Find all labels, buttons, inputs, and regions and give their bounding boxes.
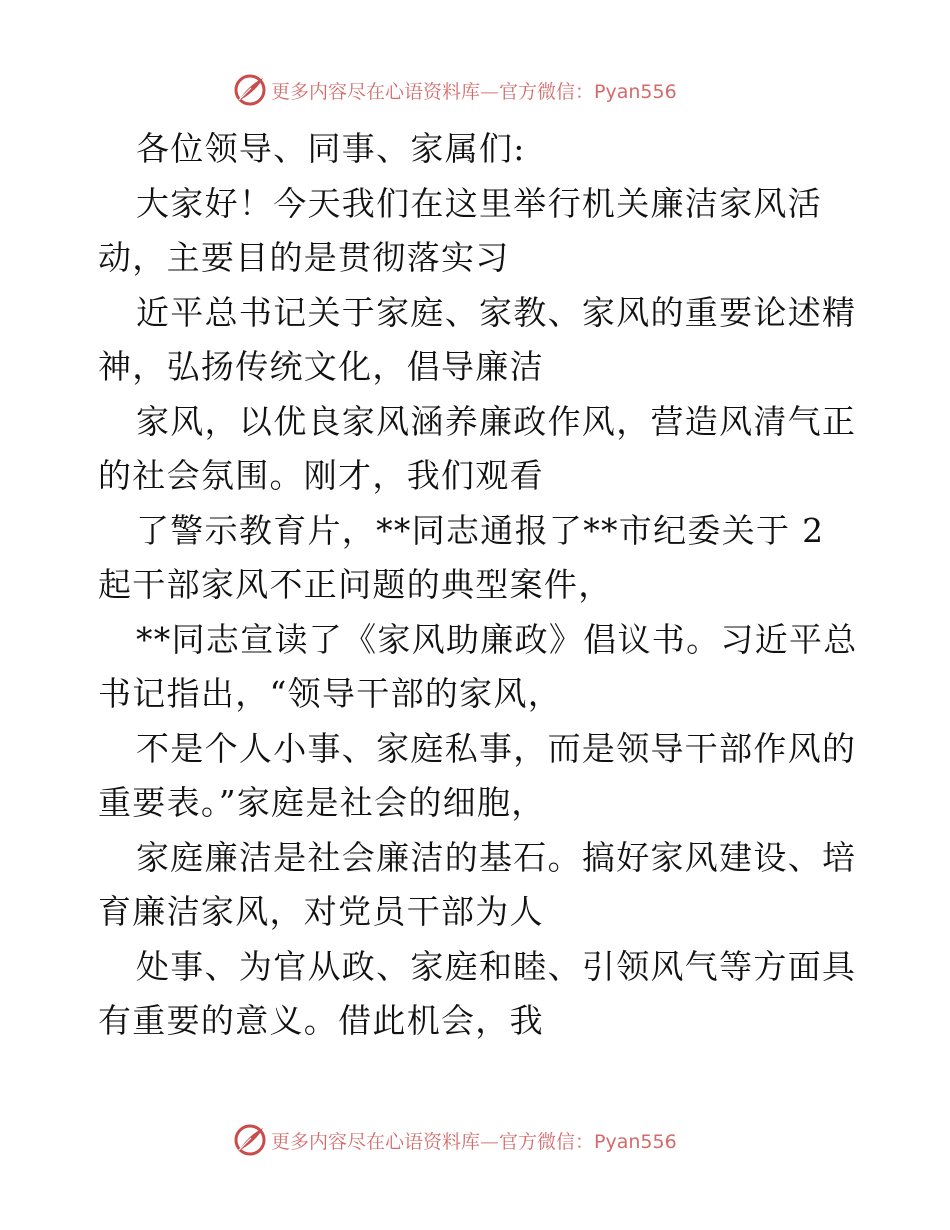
text-line: 动，主要目的是贯彻落实习	[98, 238, 510, 277]
text-line: 家庭廉洁是社会廉洁的基石。搞好家风建设、培	[136, 837, 857, 877]
watermark-text: 更多内容尽在心语资料库—官方微信：Pyan556	[271, 80, 677, 103]
text-line: 了警示教育片，**同志通报了**市纪委关于 2	[136, 510, 825, 550]
text-line: 的社会氛围。刚才，我们观看	[98, 456, 544, 495]
feather-pen-circle-icon	[233, 73, 267, 107]
footer-watermark	[233, 1122, 677, 1158]
text-line: 处事、为官从政、家庭和睦、引领风气等方面具	[136, 946, 857, 986]
text-line: 重要表。”家庭是社会的细胞，	[98, 783, 546, 822]
text-line: 家风，以优良家风涵养廉政作风，营造风清气正	[136, 401, 857, 441]
body-text	[98, 122, 858, 1049]
text-line: **同志宣读了《家风助廉政》倡议书。习近平总	[136, 619, 858, 659]
header-watermark	[233, 72, 677, 108]
text-line: 不是个人小事、家庭私事，而是领导干部作风的	[136, 728, 857, 768]
text-line: 各位领导、同事、家属们:	[136, 129, 526, 168]
text-line: 近平总书记关于家庭、家教、家风的重要论述精	[136, 292, 857, 332]
text-line: 大家好！今天我们在这里举行机关廉洁家风活	[136, 183, 822, 223]
text-line: 书记指出，“领导干部的家风，	[98, 674, 563, 713]
watermark-text: 更多内容尽在心语资料库—官方微信：Pyan556	[271, 1130, 677, 1153]
feather-pen-circle-icon	[233, 1123, 267, 1157]
text-line: 有重要的意义。借此机会，我	[98, 1001, 544, 1040]
text-line: 神，弘扬传统文化，倡导廉洁	[98, 347, 544, 386]
text-line: 育廉洁家风，对党员干部为人	[98, 892, 544, 931]
text-line: 起干部家风不正问题的典型案件，	[98, 565, 613, 604]
